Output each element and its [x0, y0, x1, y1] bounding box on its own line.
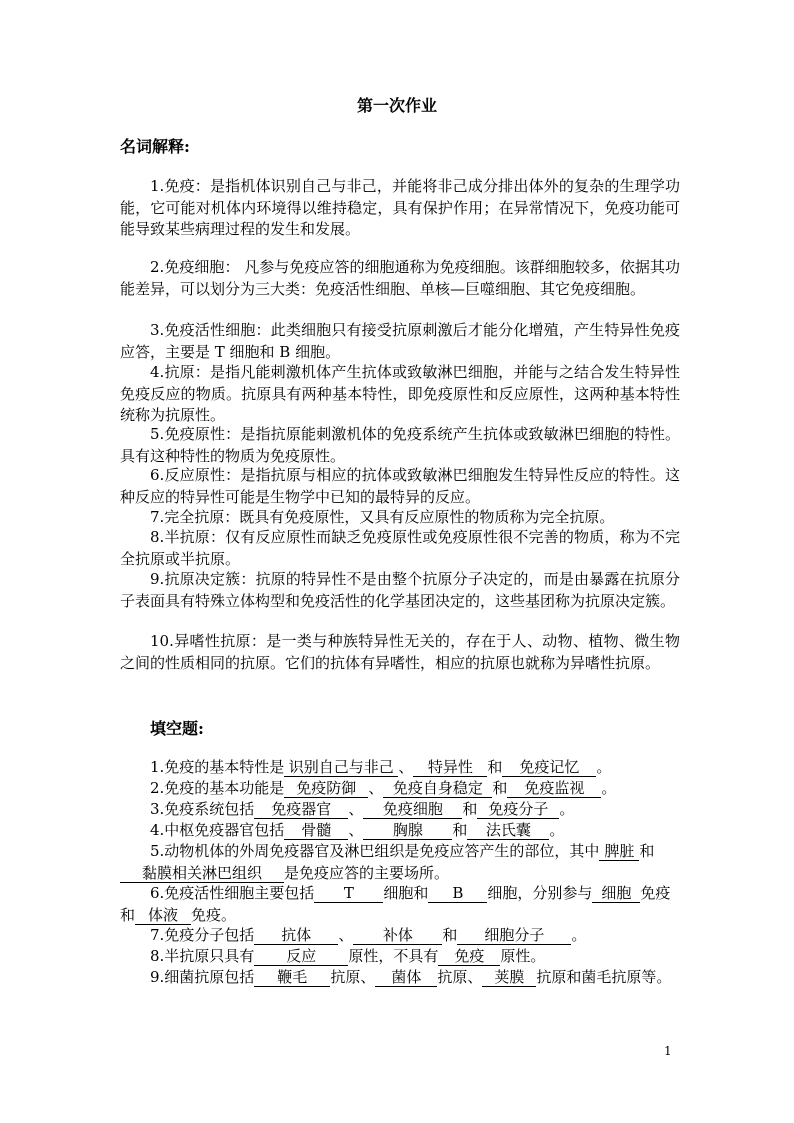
- question-text: 细胞，分别参与: [487, 884, 593, 902]
- answer-blank: 骨髓: [284, 822, 348, 840]
- fill-question-5: [120, 841, 680, 884]
- question-text: 和: [462, 800, 478, 818]
- question-text: 6.免疫活性细胞主要包括: [150, 884, 315, 902]
- question-text: 和: [487, 758, 503, 776]
- question-text: 免疫。: [191, 905, 237, 924]
- question-text: 5.动物机体的外周免疫器官及淋巴组织是免疫应答产生的部位，其中: [150, 842, 600, 860]
- term-9: 9.抗原决定簇：抗原的特异性不是由整个抗原分子决定的，而是由暴露在抗原分子表面具有特殊立体构型和免疫活性的化学基团决定的，这些基团称为抗原决定簇。: [120, 570, 680, 610]
- question-text: 、: [368, 779, 384, 797]
- answer-blank: 免疫防御: [284, 780, 368, 798]
- fill-question-3: [120, 799, 680, 821]
- question-text: 和: [452, 821, 468, 839]
- question-text: 细胞和: [383, 884, 429, 902]
- answer-blank: 特异性: [413, 759, 487, 777]
- term-2: 2.免疫细胞： 凡参与免疫应答的细胞通称为免疫细胞。该群细胞较多，依据其功能差异，可以划分为三大类：免疫活性细胞、单核—巨噬细胞、其它免疫细胞。: [120, 258, 680, 298]
- term-10: 10.异嗜性抗原：是一类与种族特异性无关的，存在于人、动物、植物、微生物之间的性质相同的抗原。它们的抗体有异嗜性，相应的抗原也就称为异嗜性抗原。: [120, 632, 680, 672]
- question-text: 原性。: [500, 947, 546, 965]
- page-title: 第一次作业: [356, 96, 437, 115]
- term-6: 6.反应原性：是指抗原与相应的抗体或致敏淋巴细胞发生特异性反应的特性。这种反应的特异性可能是生物学中已知的最特异的反应。: [120, 466, 680, 506]
- answer-blank: 反应: [254, 948, 348, 966]
- question-text: 抗原、: [330, 968, 376, 986]
- question-text: 和: [442, 926, 458, 944]
- section-heading-definitions: 名词解释:: [120, 137, 190, 156]
- answer-blank: 鞭毛: [254, 969, 330, 987]
- answer-blank: 黏膜相关淋巴组织: [120, 865, 284, 883]
- term-8: 8.半抗原：仅有反应原性而缺乏免疫原性或免疫原性很不完善的物质，称为不完全抗原或半抗原。: [120, 528, 680, 568]
- term-5: 5.免疫原性：是指抗原能刺激机体的免疫系统产生抗体或致敏淋巴细胞的特性。具有这种特性的物质为免疫原性。: [120, 425, 680, 465]
- question-text: 。: [596, 758, 612, 776]
- answer-blank: 菌体: [375, 969, 437, 987]
- question-text: 是免疫应答的主要场所。: [284, 863, 450, 882]
- term-4: 4.抗原：是指凡能刺激机体产生抗体或致敏淋巴细胞，并能与之结合发生特异性免疫反应的物质。抗原具有两种基本特性，即免疫原性和反应原性，这两种基本特性统称为抗原性。: [120, 363, 680, 424]
- fill-question-8: [120, 946, 680, 968]
- question-text: 、: [348, 800, 364, 818]
- question-text: 和: [492, 779, 508, 797]
- section-heading-fill-blanks: 填空题:: [150, 719, 204, 738]
- question-text: 抗原、: [437, 968, 483, 986]
- question-text: 抗原和菌毛抗原等。: [536, 968, 672, 986]
- answer-blank: 体液: [135, 907, 191, 925]
- question-text: 原性，不具有: [348, 947, 439, 965]
- answer-blank: 荚膜: [482, 969, 536, 987]
- fill-question-1: [120, 757, 680, 779]
- answer-blank: 胸腺: [363, 822, 452, 840]
- question-text: 、: [348, 821, 364, 839]
- term-7: 7.完全抗原：既具有免疫原性，又具有反应原性的物质称为完全抗原。: [150, 508, 615, 526]
- answer-blank: 识别自己与非己: [284, 759, 398, 777]
- term-1: 1.免疫：是指机体识别自己与非己，并能将非己成分排出体外的复杂的生理学功能，它可能对机体内环境得以维持稳定，具有保护作用；在异常情况下，免疫功能可能导致某些病理过程的发生和发展。: [120, 177, 680, 238]
- answer-blank: 法氏囊: [467, 822, 549, 840]
- question-text: 。: [601, 779, 617, 797]
- answer-blank: 免疫器官: [254, 801, 348, 819]
- question-text: 9.细菌抗原包括: [150, 968, 255, 986]
- question-text: 和: [639, 842, 655, 860]
- page-number: 1: [664, 1044, 672, 1058]
- question-text: 。: [549, 821, 565, 839]
- answer-blank: 脾脏: [599, 843, 639, 861]
- question-text: 1.免疫的基本特性是: [150, 758, 285, 776]
- fill-question-2: [120, 778, 680, 800]
- answer-blank: B: [428, 885, 487, 903]
- fill-question-6: [120, 883, 680, 926]
- question-text: 、: [338, 926, 354, 944]
- term-3: 3.免疫活性细胞：此类细胞只有接受抗原刺激后才能分化增殖，产生特异性免疫应答，主要是 T 细胞和 B 细胞。: [120, 321, 680, 361]
- answer-blank: 免疫分子: [477, 801, 559, 819]
- answer-blank: 细胞分子: [457, 927, 571, 945]
- answer-blank: 细胞: [592, 885, 640, 903]
- question-text: 。: [559, 800, 575, 818]
- answer-blank: 补体: [353, 927, 442, 945]
- fill-question-9: [120, 967, 680, 989]
- answer-blank: 免疫自身稳定: [383, 780, 492, 798]
- answer-blank: 抗体: [254, 927, 338, 945]
- question-text: 3.免疫系统包括: [150, 800, 255, 818]
- fill-question-7: [120, 925, 680, 947]
- answer-blank: 免疫记忆: [502, 759, 596, 777]
- fill-question-4: [120, 820, 680, 842]
- question-text: 8.半抗原只具有: [150, 947, 255, 965]
- question-text: 。: [571, 926, 587, 944]
- answer-blank: 免疫: [438, 948, 500, 966]
- question-text: 、: [398, 758, 414, 776]
- question-text: 4.中枢免疫器官包括: [150, 821, 285, 839]
- question-text: 免疫和: [120, 884, 671, 924]
- answer-blank: 免疫监视: [507, 780, 601, 798]
- question-text: 2.免疫的基本功能是: [150, 779, 285, 797]
- question-text: 7.免疫分子包括: [150, 926, 255, 944]
- answer-blank: 免疫细胞: [363, 801, 462, 819]
- answer-blank: T: [314, 885, 383, 903]
